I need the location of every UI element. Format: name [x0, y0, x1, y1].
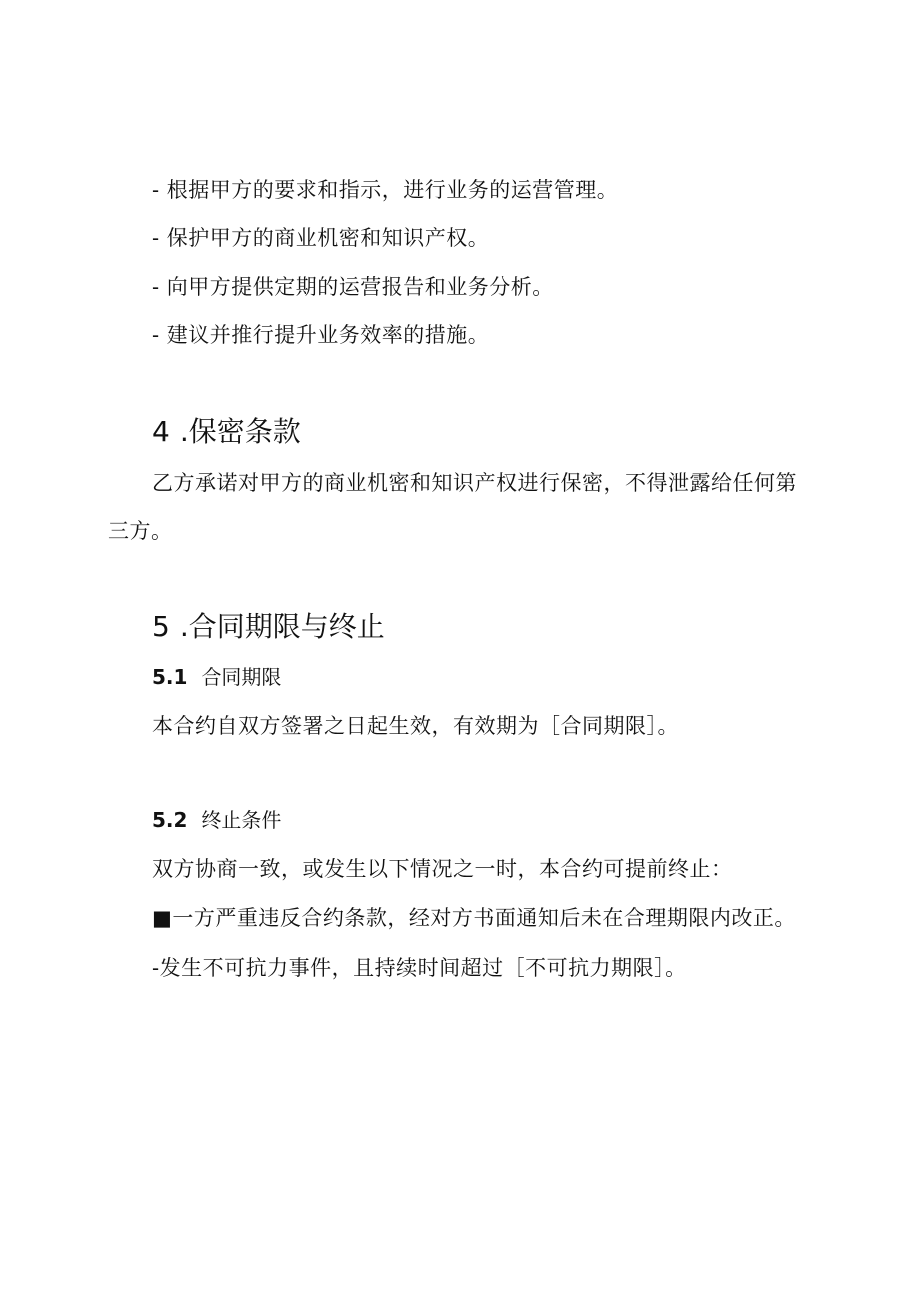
list-item: - 建议并推行提升业务效率的措施。 — [152, 323, 490, 347]
subsection-heading — [152, 806, 281, 834]
list-item: -发生不可抗力事件，且持续时间超过［不可抗力期限］。 — [152, 956, 687, 980]
section-number: 5 — [152, 610, 170, 643]
paragraph-line: 双方协商一致，或发生以下情况之一时，本合约可提前终止： — [152, 857, 733, 881]
section-title: .保密条款 — [179, 415, 301, 448]
subsection-title: 合同期限 — [201, 665, 282, 689]
subsection-heading — [152, 663, 281, 691]
list-item: - 根据甲方的要求和指示，进行业务的运营管理。 — [152, 178, 619, 202]
subsection-number: 5.2 — [152, 808, 188, 832]
subsection-title: 终止条件 — [201, 808, 282, 832]
section-heading — [152, 414, 301, 450]
section-heading — [152, 609, 385, 645]
section-number: 4 — [152, 415, 170, 448]
paragraph-line: 乙方承诺对甲方的商业机密和知识产权进行保密，不得泄露给任何第 — [152, 471, 797, 495]
section-title: .合同期限与终止 — [179, 610, 385, 643]
list-item: - 保护甲方的商业机密和知识产权。 — [152, 226, 490, 250]
list-item: ■一方严重违反合约条款，经对方书面通知后未在合理期限内改正。 — [152, 906, 796, 930]
subsection-number: 5.1 — [152, 665, 188, 689]
paragraph-line: 三方。 — [108, 519, 173, 543]
paragraph-line: 本合约自双方签署之日起生效，有效期为［合同期限］。 — [152, 714, 679, 738]
list-item: - 向甲方提供定期的运营报告和业务分析。 — [152, 275, 554, 299]
